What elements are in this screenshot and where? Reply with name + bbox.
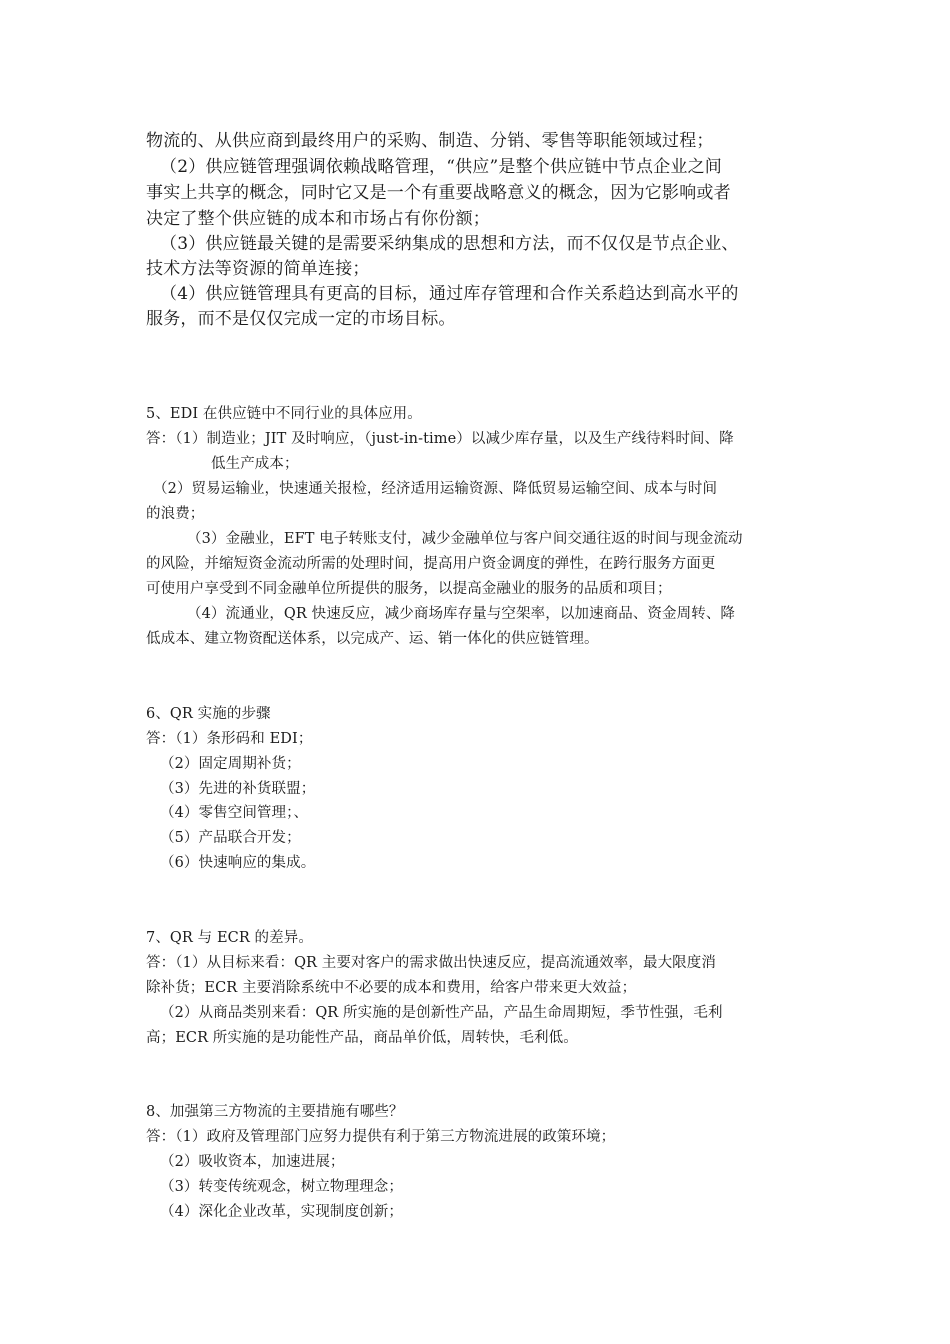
- paragraph-line: 事实上共享的概念，同时它又是一个有重要战略意义的概念，因为它影响或者: [146, 183, 731, 203]
- answer-line: （3）转变传统观念，树立物理理念；: [160, 1179, 403, 1195]
- question-heading: 5、EDI 在供应链中不同行业的具体应用。: [146, 406, 422, 422]
- answer-line: 的浪费；: [146, 506, 205, 522]
- question-heading: 7、QR 与 ECR 的差异。: [146, 930, 313, 946]
- answer-line: （2）从商品类别来看：QR 所实施的是创新性产品，产品生命周期短，季节性强，毛利: [160, 1005, 723, 1021]
- answer-line: 答：（1）制造业；JIT 及时响应，（just-in-time）以减少库存量，以及生产线待料时间、降: [146, 431, 734, 447]
- answer-line: （6）快速响应的集成。: [160, 855, 316, 871]
- answer-line: 低成本、建立物资配送体系，以完成产、运、销一体化的供应链管理。: [146, 631, 599, 647]
- answer-line: 的风险，并缩短资金流动所需的处理时间，提高用户资金调度的弹性，在跨行服务方面更: [146, 556, 716, 572]
- answer-line: （4）零售空间管理；、: [160, 805, 309, 821]
- answer-line: （3）金融业，EFT 电子转账支付，减少金融单位与客户间交通往返的时间与现金流动: [187, 531, 743, 547]
- answer-line: （3）先进的补货联盟；: [160, 781, 316, 797]
- paragraph-line: （3）供应链最关键的是需要采纳集成的思想和方法，而不仅仅是节点企业、: [160, 234, 739, 254]
- answer-line: （2）吸收资本，加速进展；: [160, 1154, 345, 1170]
- answer-line: 低生产成本；: [211, 456, 299, 472]
- paragraph-line: 技术方法等资源的简单连接；: [146, 259, 370, 279]
- answer-line: （5）产品联合开发；: [160, 830, 301, 846]
- answer-line: 答：（1）条形码和 EDI；: [146, 731, 313, 747]
- answer-line: （4）深化企业改革，实现制度创新；: [160, 1204, 403, 1220]
- answer-line: 高；ECR 所实施的是功能性产品，商品单价低，周转快，毛利低。: [146, 1030, 578, 1046]
- answer-line: （4）流通业，QR 快速反应，减少商场库存量与空架率，以加速商品、资金周转、降: [187, 606, 736, 622]
- paragraph-line: （2）供应链管理强调依赖战略管理，“供应”是整个供应链中节点企业之间: [160, 157, 722, 177]
- paragraph-line: 决定了整个供应链的成本和市场占有你份额；: [146, 209, 490, 229]
- paragraph-line: 服务，而不是仅仅完成一定的市场目标。: [146, 309, 456, 329]
- question-heading: 8、加强第三方物流的主要措施有哪些？: [146, 1104, 404, 1120]
- answer-line: 除补货；ECR 主要消除系统中不必要的成本和费用，给客户带来更大效益；: [146, 980, 637, 996]
- answer-line: 答：（1）从目标来看：QR 主要对客户的需求做出快速反应，提高流通效率，最大限度消: [146, 955, 716, 971]
- paragraph-line: （4）供应链管理具有更高的目标，通过库存管理和合作关系趋达到高水平的: [160, 284, 739, 304]
- answer-line: 答：（1）政府及管理部门应努力提供有利于第三方物流进展的政策环境；: [146, 1129, 616, 1145]
- answer-line: 可使用户享受到不同金融单位所提供的服务，以提高金融业的服务的品质和项目；: [146, 581, 672, 597]
- question-heading: 6、QR 实施的步骤: [146, 706, 271, 722]
- answer-line: （2）固定周期补货；: [160, 756, 301, 772]
- paragraph-line: 物流的、从供应商到最终用户的采购、制造、分销、零售等职能领域过程；: [146, 131, 714, 151]
- answer-line: （2）贸易运输业，快速通关报检，经济适用运输资源、降低贸易运输空间、成本与时间: [153, 481, 718, 497]
